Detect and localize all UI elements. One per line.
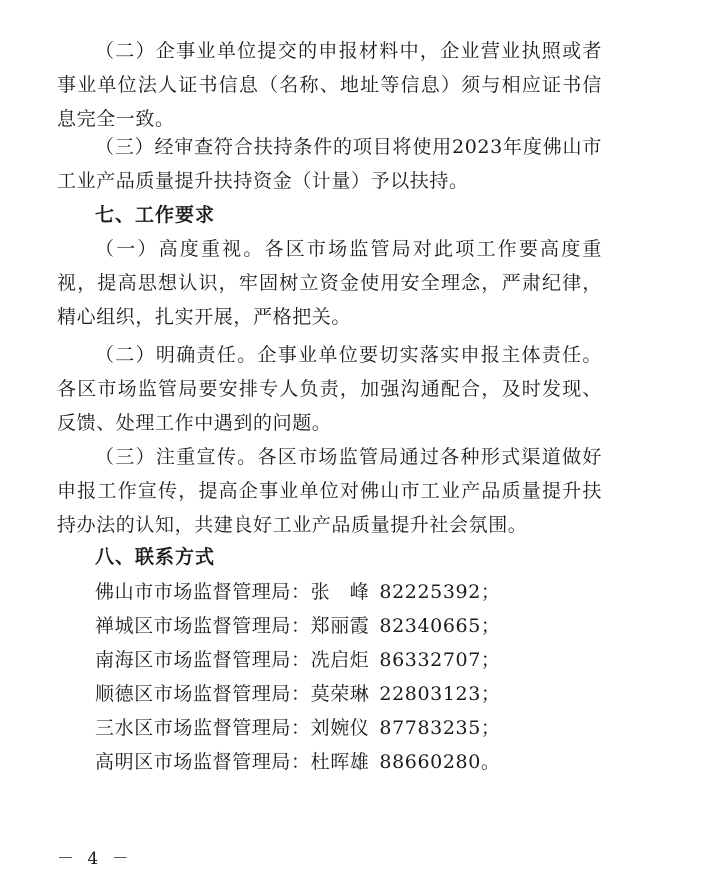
paragraph-item-3: （三）经审查符合扶持条件的项目将使用2023年度佛山市工业产品质量提升扶持资金（计量）予以扶持。 <box>57 136 602 192</box>
section-7-heading: 七、工作要求 <box>95 204 216 226</box>
contact-name: 刘婉仪 <box>310 717 370 739</box>
page-number: － 4 － <box>57 849 133 869</box>
contact-row <box>95 575 501 609</box>
contact-org: 禅城区市场监督管理局： <box>95 615 311 637</box>
contact-org: 顺德区市场监督管理局： <box>95 683 311 705</box>
contact-row <box>95 711 501 745</box>
contact-phone: 82225392； <box>379 581 501 603</box>
contact-name: 杜晖雄 <box>310 751 370 773</box>
contact-org: 佛山市市场监督管理局： <box>95 581 311 603</box>
contact-phone: 86332707； <box>379 649 501 671</box>
work-requirement-2: （二）明确责任。企事业单位要切实落实申报主体责任。各区市场监管局要安排专人负责，加强沟通配合，及时发现、反馈、处理工作中遇到的问题。 <box>57 344 602 434</box>
contact-org: 高明区市场监督管理局： <box>95 751 311 773</box>
paragraph-item-2: （二）企事业单位提交的申报材料中，企业营业执照或者事业单位法人证书信息（名称、地址等信息）须与相应证书信息完全一致。 <box>57 40 602 130</box>
contact-org: 三水区市场监督管理局： <box>95 717 311 739</box>
contact-row <box>95 745 501 779</box>
contact-phone: 82340665； <box>379 615 501 637</box>
work-requirement-3: （三）注重宣传。各区市场监管局通过各种形式渠道做好申报工作宣传，提高企事业单位对佛山市工业产品质量提升扶持办法的认知，共建良好工业产品质量提升社会氛围。 <box>57 446 602 536</box>
section-8-heading: 八、联系方式 <box>95 546 216 568</box>
contact-name: 郑丽霞 <box>310 615 370 637</box>
contact-row <box>95 643 501 677</box>
contact-row <box>95 609 501 643</box>
work-requirement-1: （一）高度重视。各区市场监管局对此项工作要高度重视，提高思想认识，牢固树立资金使用安全理念，严肃纪律，精心组织，扎实开展，严格把关。 <box>57 238 602 328</box>
contact-name: 莫荣琳 <box>310 683 370 705</box>
contact-name: 张 峰 <box>310 581 370 603</box>
contact-phone: 22803123； <box>379 683 501 705</box>
contact-phone: 87783235； <box>379 717 501 739</box>
contact-row <box>95 677 501 711</box>
contact-phone: 88660280。 <box>379 751 501 773</box>
contact-org: 南海区市场监督管理局： <box>95 649 311 671</box>
contact-name: 冼启炬 <box>310 649 370 671</box>
